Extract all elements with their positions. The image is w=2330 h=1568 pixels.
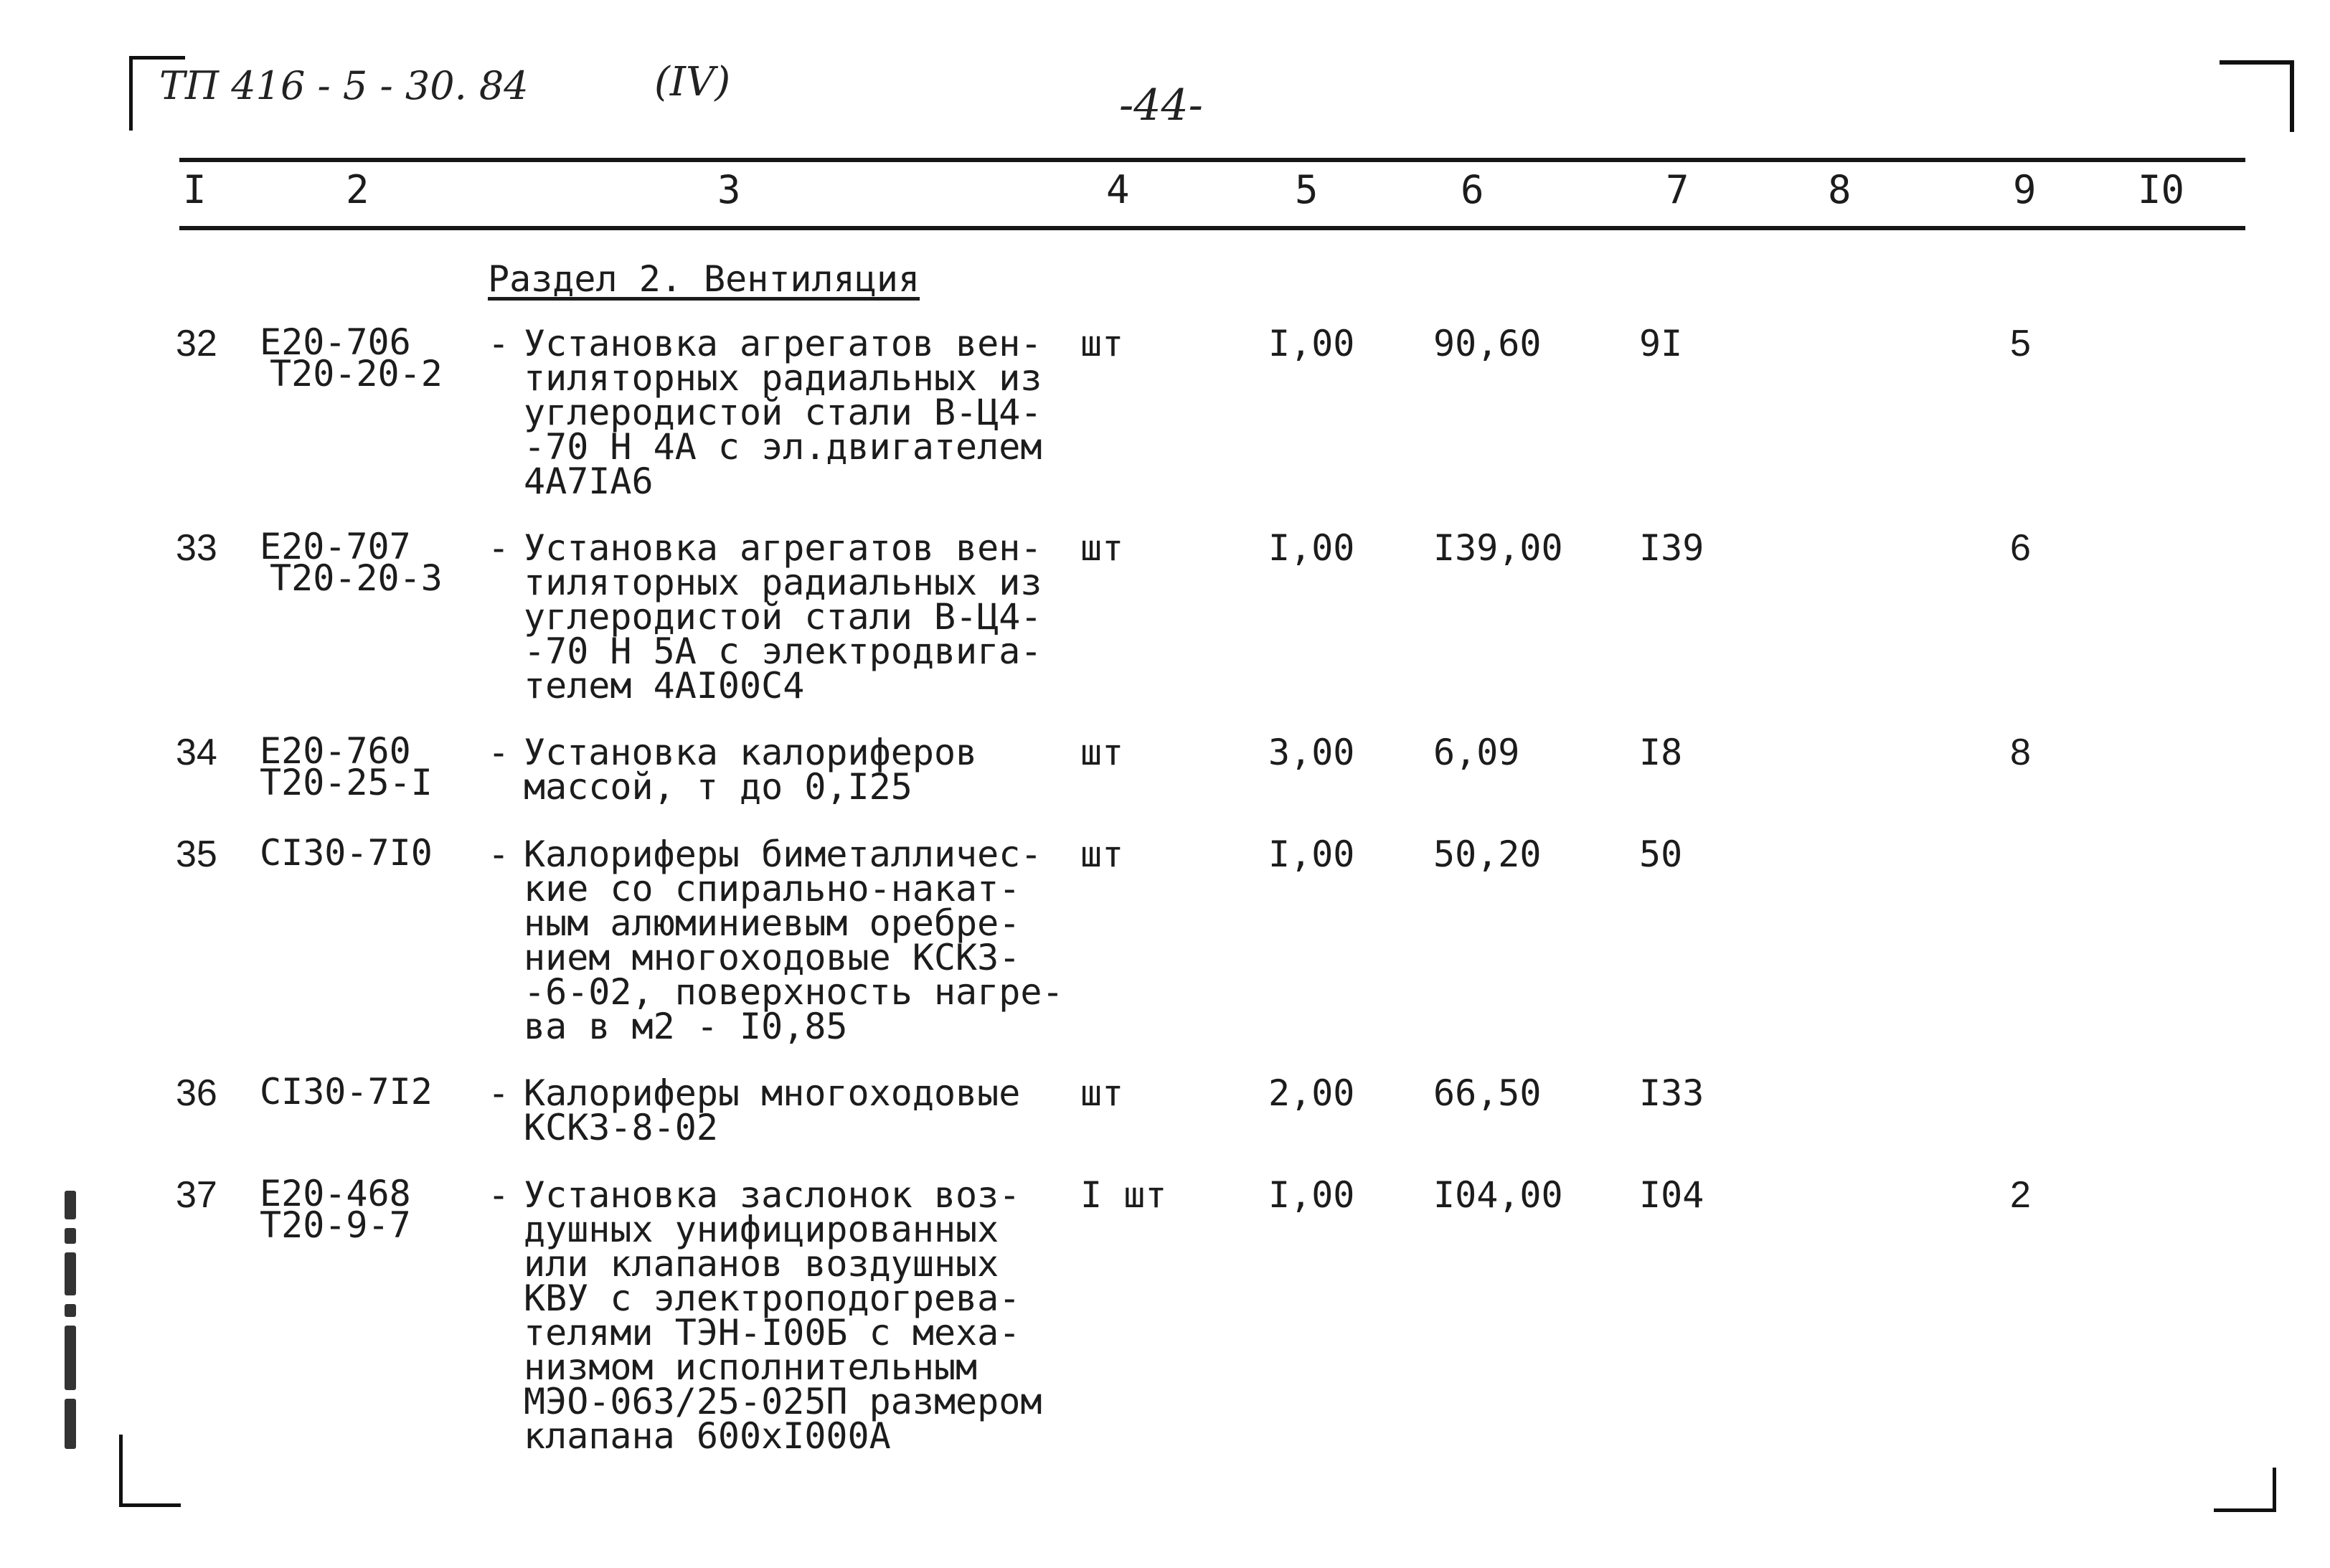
description-line: -6-02, поверхность нагре- [524, 971, 1064, 1013]
item-description [524, 323, 1042, 502]
document-code: ТП 416 - 5 - 30. 84 [159, 63, 529, 108]
unit: шт [1080, 833, 1124, 875]
item-dash: - [488, 732, 510, 773]
header-rule-top [179, 158, 2245, 162]
rate-code-line: СI30-7I2 [260, 1071, 433, 1113]
column-number-5: 5 [1295, 167, 1319, 212]
description-line: 4А7IА6 [524, 461, 654, 502]
description-line: телем 4АI00С4 [524, 665, 805, 707]
description-line: углеродистой стали В-Ц4- [524, 392, 1042, 433]
item-description [524, 833, 1064, 1047]
row-number: 33 [176, 527, 217, 569]
row-number: 36 [176, 1072, 217, 1114]
unit-price: 50,20 [1433, 833, 1542, 875]
header-rule-bottom [179, 226, 2245, 230]
column-number-10: I0 [2138, 167, 2185, 212]
column-number-4: 4 [1106, 167, 1130, 212]
description-line: МЭО-063/25-025П размером [524, 1381, 1042, 1422]
column-9-value: 2 [2010, 1174, 2031, 1216]
quantity: I,00 [1268, 1174, 1355, 1216]
rate-code-line: Т20-20-3 [270, 557, 443, 599]
unit: шт [1080, 527, 1124, 569]
unit: шт [1080, 732, 1124, 773]
unit-price: 66,50 [1433, 1072, 1542, 1114]
unit-price: 6,09 [1433, 732, 1520, 773]
item-description [524, 732, 978, 808]
description-line: -70 Н 4А с эл.двигателем [524, 426, 1042, 468]
total-cost: 9I [1639, 323, 1683, 364]
margin-stamp [57, 1191, 86, 1449]
rate-code [260, 321, 443, 395]
description-line: Установка агрегатов вен- [524, 527, 1042, 569]
description-line: низмом исполнительным [524, 1346, 978, 1388]
rate-code-line: Е20-760 [260, 730, 411, 772]
unit: шт [1080, 323, 1124, 364]
total-cost: I04 [1639, 1174, 1704, 1216]
column-number-9: 9 [2013, 167, 2037, 212]
description-line: КСК3-8-02 [524, 1107, 718, 1148]
quantity: I,00 [1268, 527, 1355, 569]
unit-price: 90,60 [1433, 323, 1542, 364]
description-line: телями ТЭН-I00Б с меха- [524, 1312, 1021, 1354]
item-dash: - [488, 1174, 510, 1216]
corner-top-left-h [129, 56, 185, 60]
column-number-1: I [183, 167, 207, 212]
rate-code [260, 1071, 433, 1113]
column-9-value: 8 [2010, 732, 2031, 773]
rate-code [260, 526, 443, 599]
column-number-2: 2 [346, 167, 369, 212]
description-line: Установка калориферов [524, 732, 978, 773]
description-line: массой, т до 0,I25 [524, 766, 912, 808]
corner-top-right-v [2290, 60, 2294, 132]
corner-bottom-right-h [2214, 1508, 2276, 1512]
corner-bottom-left-v [119, 1435, 123, 1506]
description-line: нием многоходовые КСК3- [524, 937, 1021, 978]
item-dash: - [488, 323, 510, 364]
item-dash: - [488, 833, 510, 875]
description-line: -70 Н 5А с электродвига- [524, 630, 1042, 672]
description-line: кие со спирально-накат- [524, 868, 1021, 910]
rate-code [260, 832, 433, 874]
row-number: 35 [176, 833, 217, 875]
item-dash: - [488, 527, 510, 569]
description-line: Установка заслонок воз- [524, 1174, 1021, 1216]
description-line: тиляторных радиальных из [524, 562, 1042, 603]
corner-top-left [129, 56, 133, 131]
description-line: душных унифицированных [524, 1209, 999, 1250]
unit: I шт [1080, 1174, 1167, 1216]
description-line: КВУ с электроподогрева- [524, 1277, 1021, 1319]
column-number-8: 8 [1828, 167, 1852, 212]
total-cost: I39 [1639, 527, 1704, 569]
unit-price: I04,00 [1433, 1174, 1563, 1216]
item-dash: - [488, 1072, 510, 1114]
description-line: Калориферы многоходовые [524, 1072, 1021, 1114]
rate-code [260, 730, 433, 803]
item-description [524, 527, 1042, 707]
sheet-mark: (IV) [654, 59, 731, 105]
unit-price: I39,00 [1433, 527, 1563, 569]
column-9-value: 5 [2010, 323, 2031, 364]
quantity: 2,00 [1268, 1072, 1355, 1114]
rate-code-line: Е20-706 [260, 321, 411, 363]
rate-code [260, 1173, 411, 1246]
description-line: углеродистой стали В-Ц4- [524, 596, 1042, 638]
rate-code-line: Т20-20-2 [270, 353, 443, 395]
column-9-value: 6 [2010, 527, 2031, 569]
description-line: тиляторных радиальных из [524, 357, 1042, 399]
total-cost: I8 [1639, 732, 1683, 773]
description-line: ным алюминиевым оребре- [524, 902, 1021, 944]
item-description [524, 1174, 1042, 1457]
unit: шт [1080, 1072, 1124, 1114]
column-number-3: 3 [717, 167, 741, 212]
rate-code-line: Т20-9-7 [260, 1204, 411, 1246]
rate-code-line: Т20-25-I [260, 762, 433, 803]
rate-code-line: Е20-468 [260, 1173, 411, 1214]
rate-code-line: СI30-7I0 [260, 832, 433, 874]
quantity: I,00 [1268, 833, 1355, 875]
corner-top-right-h [2220, 60, 2294, 65]
page-number: -44- [1119, 80, 1203, 131]
section-title: Раздел 2. Вентиляция [488, 258, 920, 300]
quantity: 3,00 [1268, 732, 1355, 773]
row-number: 37 [176, 1174, 217, 1216]
total-cost: 50 [1639, 833, 1683, 875]
description-line: клапана 600хI000А [524, 1415, 891, 1457]
total-cost: I33 [1639, 1072, 1704, 1114]
column-number-7: 7 [1666, 167, 1689, 212]
corner-bottom-left-h [119, 1503, 181, 1507]
row-number: 32 [176, 323, 217, 364]
item-description [524, 1072, 1021, 1148]
description-line: Калориферы биметалличес- [524, 833, 1042, 875]
corner-bottom-right-v [2273, 1468, 2276, 1512]
column-number-6: 6 [1461, 167, 1484, 212]
rate-code-line: Е20-707 [260, 526, 411, 567]
description-line: Установка агрегатов вен- [524, 323, 1042, 364]
row-number: 34 [176, 732, 217, 773]
description-line: ва в м2 - I0,85 [524, 1006, 848, 1047]
description-line: или клапанов воздушных [524, 1243, 999, 1285]
quantity: I,00 [1268, 323, 1355, 364]
